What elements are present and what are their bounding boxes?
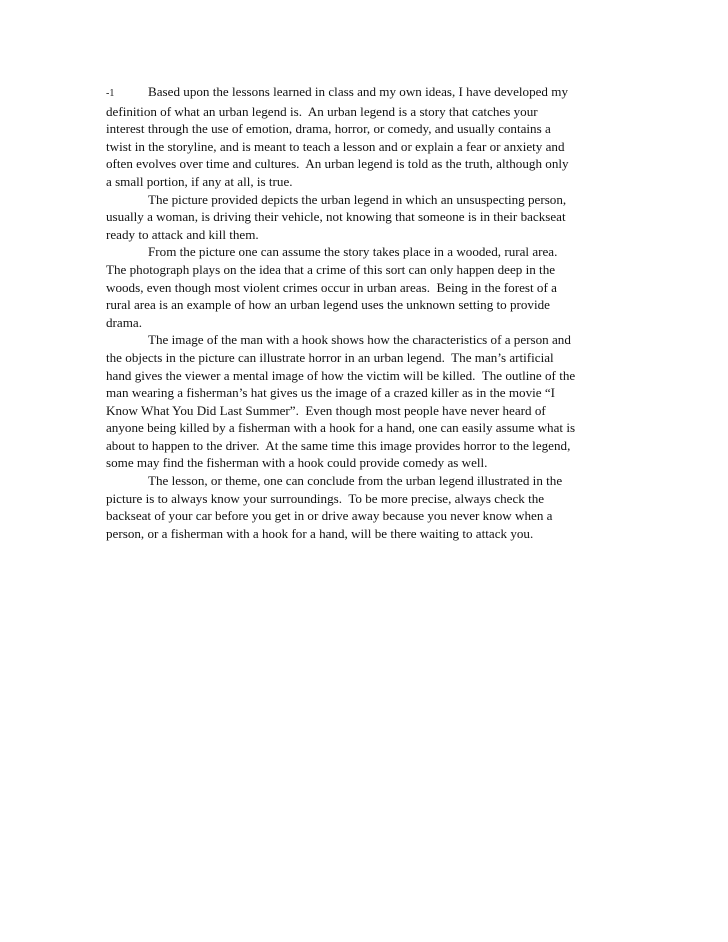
paragraph-line: definition of what an urban legend is. An urban legend is a story that catches your [106,103,538,119]
paragraph-line: anyone being killed by a fisherman with a hook for a hand, one can easily assume what is [106,420,576,436]
essay-body [106,83,626,542]
paragraph-3 [106,243,626,331]
paragraph-line: rural area is an example of how an urban legend uses the unknown setting to provide [106,297,550,313]
paragraph-line: interest through the use of emotion, drama, horror, or comedy, and usually contains a [106,121,551,137]
paragraph-line: man wearing a fisherman’s hat gives us the image of a crazed killer as in the movie “I [106,385,556,401]
paragraph-line: The photograph plays on the idea that a crime of this sort can only happen deep in the [106,261,556,277]
paragraph-line: some may find the fisherman with a hook could provide comedy as well. [106,455,488,471]
paragraph-line: The picture provided depicts the urban legend in which an unsuspecting person, [148,191,567,207]
paragraph-5 [106,472,626,542]
paragraph-1 [106,83,626,191]
paragraph-line: hand gives the viewer a mental image of how the victim will be killed. The outline of the [106,367,576,383]
paragraph-line: about to happen to the driver. At the same time this image provides horror to the legend, [106,437,571,453]
paragraph-line: often evolves over time and cultures. An urban legend is told as the truth, although only [106,156,569,172]
paragraph-line: twist in the storyline, and is meant to teach a lesson and or explain a fear or anxiety and [106,138,565,154]
paragraph-line: picture is to always know your surroundings. To be more precise, always check the [106,490,545,506]
paragraph-line: a small portion, if any at all, is true. [106,173,293,189]
paragraph-line: From the picture one can assume the story takes place in a wooded, rural area. [148,244,558,260]
paragraph-line: woods, even though most violent crimes occur in urban areas. Being in the forest of a [106,279,557,295]
paragraph-line: Know What You Did Last Summer”. Even though most people have never heard of [106,402,546,418]
paragraph-2 [106,191,626,244]
paragraph-line: -1 Based upon the lessons learned in class and my own ideas, I have developed my [106,83,626,103]
paragraph-4 [106,331,626,472]
paragraph-line: backseat of your car before you get in or drive away because you never know when a [106,508,553,524]
paragraph-line: usually a woman, is driving their vehicle, not knowing that someone is in their backseat [106,209,566,225]
paragraph-line: ready to attack and kill them. [106,226,259,242]
paragraph-line: The image of the man with a hook shows how the characteristics of a person and [148,332,571,348]
paragraph-line: drama. [106,314,142,330]
paragraph-line: The lesson, or theme, one can conclude from the urban legend illustrated in the [148,473,563,489]
paragraph-line: person, or a fisherman with a hook for a hand, will be there waiting to attack you. [106,525,534,541]
paragraph-line: the objects in the picture can illustrate horror in an urban legend. The man’s artificial [106,349,554,365]
page-marker: -1 [106,88,115,99]
